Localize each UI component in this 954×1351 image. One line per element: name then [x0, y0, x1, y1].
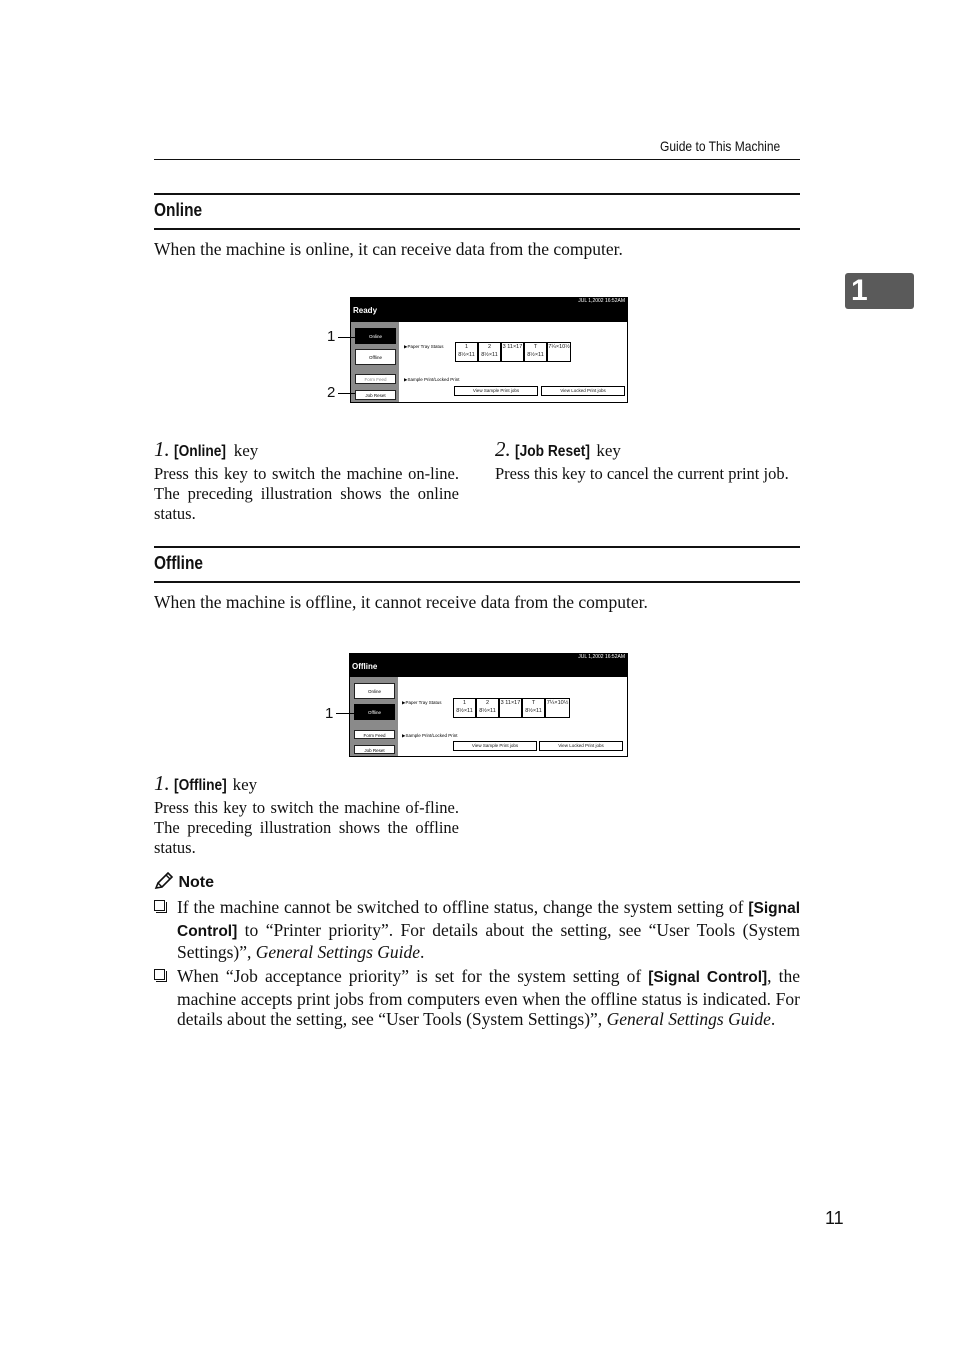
offline-screen-illustration	[349, 653, 628, 757]
offline-intro: When the machine is offline, it cannot receive data from the computer.	[154, 592, 648, 612]
note-bullet-2	[154, 966, 800, 1030]
form-feed-button[interactable]: Form Feed	[355, 374, 396, 384]
bullet-text: If the machine cannot be switched to offline status, change the system setting of	[177, 897, 749, 917]
bullet-keyword: [Signal Control]	[648, 969, 768, 986]
bullet-text: .	[420, 942, 425, 962]
tray-t: T 8½×11	[522, 698, 545, 718]
item-key: [Job Reset]	[515, 443, 590, 460]
online-bottom-rule	[154, 228, 800, 230]
screen-title-bar	[350, 654, 627, 677]
note-bullet-1	[154, 897, 800, 963]
offline-item-1-desc: Press this key to switch the machine of-fline. The preceding illustration shows the offline status.	[154, 798, 459, 857]
form-feed-button[interactable]: Form Feed	[354, 730, 395, 739]
online-button[interactable]: Online	[355, 328, 396, 344]
screen-title: Ready	[353, 306, 378, 315]
item-suffix: key	[228, 775, 258, 794]
job-reset-button[interactable]: Job Reset	[354, 745, 395, 754]
section-title-online	[154, 200, 210, 221]
offline-button[interactable]: Offline	[355, 349, 396, 365]
online-top-rule	[154, 193, 800, 195]
item-number: 1.	[154, 437, 170, 461]
offline-top-rule	[154, 546, 800, 548]
offline-item-1	[154, 771, 459, 858]
offline-bottom-rule	[154, 581, 800, 583]
online-intro: When the machine is online, it can receive data from the computer.	[154, 239, 623, 259]
running-header	[660, 138, 800, 156]
online-item-2	[495, 437, 800, 484]
note-heading	[154, 872, 214, 892]
checkbox-icon	[154, 969, 165, 980]
section-title-online-text: Online	[154, 200, 203, 220]
checkbox-icon	[154, 900, 165, 911]
callout-2: 2	[327, 384, 336, 401]
tray-3: 3 11×17	[501, 342, 524, 362]
bullet-text: to “Printer priority”. For details about the setting, see “User Tools (System Settings)”,	[177, 919, 800, 962]
callout-1: 1	[325, 705, 334, 722]
callout-1: 1	[327, 328, 336, 345]
view-locked-print-button[interactable]: View Locked Print jobs	[541, 386, 625, 396]
screen-date: JUL 1,2002 16:52AM	[578, 298, 625, 304]
running-header-text: Guide to This Machine	[660, 138, 781, 154]
offline-item-1-heading	[154, 771, 459, 796]
paper-tray-status-label: ▶Paper Tray Status	[404, 344, 444, 349]
screen-date: JUL 1,2002 16:52AM	[578, 654, 625, 660]
screen-title: Offline	[352, 662, 378, 671]
sample-print-label: ▶Sample Print/Locked Print	[402, 733, 458, 738]
tray-bypass: 7¼×10½	[547, 342, 571, 362]
online-item-1	[154, 437, 459, 524]
section-title-offline	[154, 553, 211, 574]
note-title: Note	[178, 874, 215, 891]
pencil-icon	[154, 872, 174, 890]
tray-1: 1 8½×11	[453, 698, 476, 718]
callout-1-line	[336, 713, 355, 714]
tray-3: 3 11×17	[499, 698, 522, 718]
bullet-text: , the machine accepts print jobs from computers even when the offline status is indicated. For details about the setting, see “User Tools (System Settings)”,	[177, 966, 800, 1029]
note-bullet-1-text	[177, 897, 800, 963]
header-rule	[154, 159, 800, 160]
section-title-offline-text: Offline	[154, 553, 204, 573]
online-button[interactable]: Online	[354, 683, 395, 699]
paper-tray-status-label: ▶Paper Tray Status	[402, 700, 442, 705]
bullet-text: When “Job acceptance priority” is set for the system setting of	[177, 966, 649, 986]
online-item-1-heading	[154, 437, 459, 462]
item-number: 1.	[154, 771, 170, 795]
tray-bypass: 7¼×10½	[545, 698, 570, 718]
view-sample-print-button[interactable]: View Sample Print jobs	[453, 741, 537, 751]
tray-2: 2 8½×11	[478, 342, 501, 362]
callout-2-line	[338, 393, 355, 394]
online-item-1-desc: Press this key to switch the machine on-line. The preceding illustration shows the online status.	[154, 464, 459, 523]
chapter-tab: 1	[845, 273, 914, 309]
item-key: [Offline]	[174, 777, 227, 794]
item-number: 2.	[495, 437, 511, 461]
tray-1: 1 8½×11	[455, 342, 478, 362]
sample-print-label: ▶Sample Print/Locked Print	[404, 377, 460, 382]
bullet-text: .	[770, 1009, 776, 1029]
tray-t: T 8½×11	[524, 342, 547, 362]
screen-title-bar	[351, 298, 627, 322]
online-screen-illustration	[350, 297, 628, 403]
offline-button[interactable]: Offline	[354, 704, 395, 720]
page-number: 11	[825, 1208, 844, 1228]
bullet-italic: General Settings Guide	[255, 942, 421, 962]
bullet-keyword: [Signal Control]	[177, 900, 800, 940]
job-reset-button[interactable]: Job Reset	[355, 390, 396, 400]
item-suffix: key	[592, 441, 621, 460]
note-bullet-2-text	[177, 966, 800, 1030]
online-item-2-desc: Press this key to cancel the current print job.	[495, 464, 789, 483]
callout-1-line	[338, 337, 355, 338]
bullet-italic: General Settings Guide	[606, 1009, 771, 1029]
item-suffix: key	[229, 441, 259, 460]
item-key: [Online]	[174, 443, 226, 460]
online-item-2-heading	[495, 437, 800, 462]
view-sample-print-button[interactable]: View Sample Print jobs	[454, 386, 538, 396]
view-locked-print-button[interactable]: View Locked Print jobs	[539, 741, 623, 751]
tray-2: 2 8½×11	[476, 698, 499, 718]
